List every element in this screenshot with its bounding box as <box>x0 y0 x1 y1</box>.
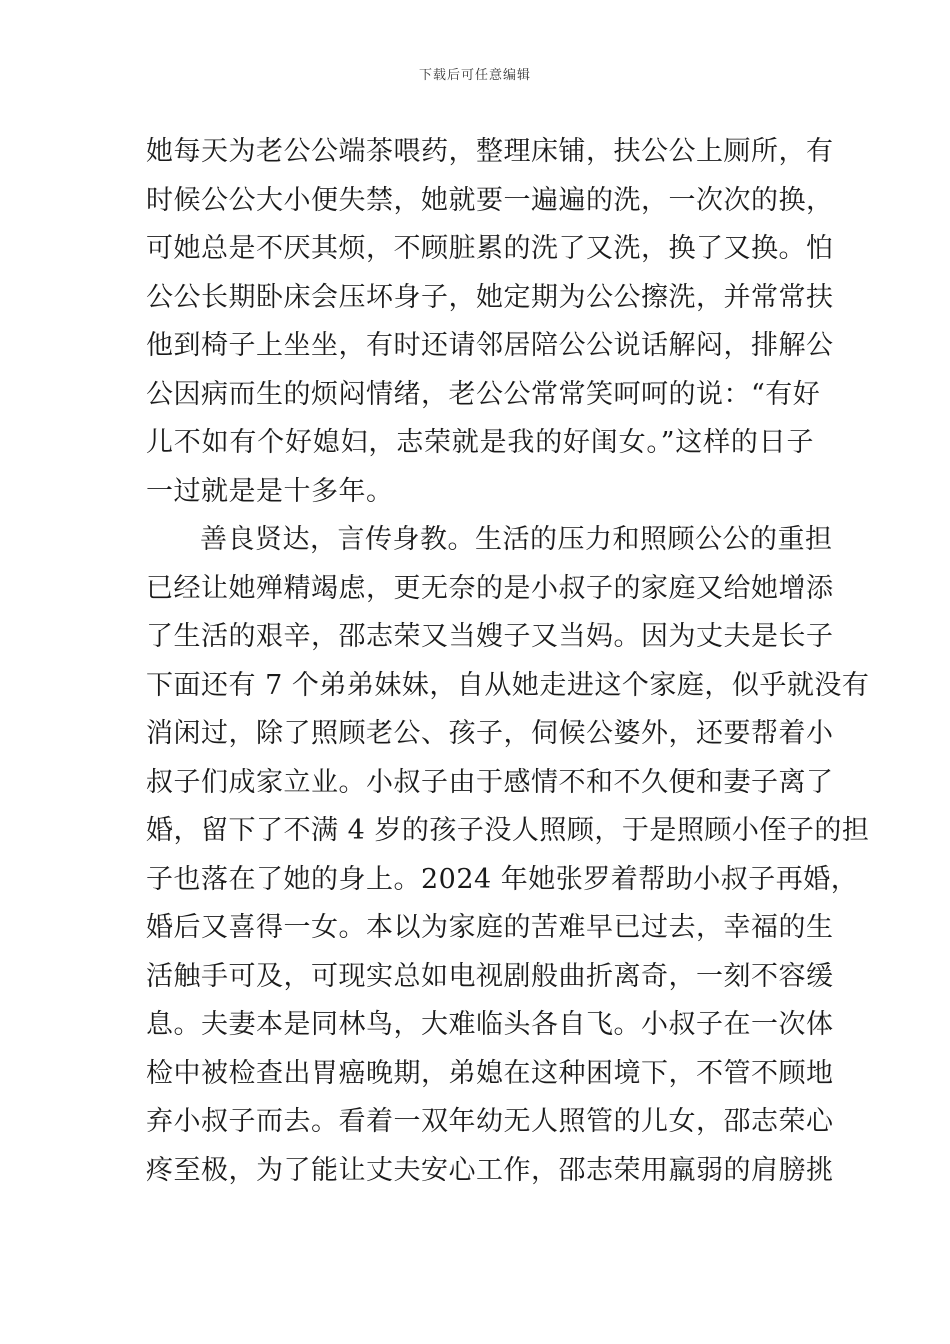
text-line: 下面还有 7 个弟弟妹妹，自从她走进这个家庭，似乎就没有 <box>146 669 870 701</box>
page-header: 下载后可任意编辑 <box>418 68 531 83</box>
text-line: 一过就是是十多年。 <box>146 475 394 507</box>
text-line: 了生活的艰辛，邵志荣又当嫂子又当妈。因为丈夫是长子 <box>146 621 834 652</box>
text-line: 儿不如有个好媳妇，志荣就是我的好闺女。”这样的日子 <box>146 427 814 458</box>
body-text <box>146 128 870 1195</box>
text-line: 他到椅子上坐坐，有时还请邻居陪公公说话解闷，排解公 <box>146 330 834 361</box>
text-line: 消闲过，除了照顾老公、孩子，伺候公婆外，还要帮着小 <box>146 718 834 749</box>
text-line: 她每天为老公公端茶喂药，整理床铺，扶公公上厕所，有 <box>146 136 834 167</box>
text-line: 婚后又喜得一女。本以为家庭的苦难早已过去，幸福的生 <box>146 912 834 943</box>
paragraph-2 <box>146 516 870 1195</box>
text-line: 已经让她殚精竭虑，更无奈的是小叔子的家庭又给她增添 <box>146 572 834 604</box>
text-line: 时候公公大小便失禁，她就要一遍遍的洗，一次次的换， <box>146 184 834 216</box>
text-line: 弃小叔子而去。看着一双年幼无人照管的儿女，邵志荣心 <box>146 1106 834 1137</box>
text-line: 婚，留下了不满 4 岁的孩子没人照顾，于是照顾小侄子的担 <box>146 815 870 846</box>
text-line: 叔子们成家立业。小叔子由于感情不和不久便和妻子离了 <box>146 766 834 798</box>
text-line: 善良贤达，言传身教。生活的压力和照顾公公的重担 <box>200 524 833 555</box>
paragraph-1 <box>146 128 834 516</box>
text-line: 可她总是不厌其烦，不顾脏累的洗了又洗，换了又换。怕 <box>146 233 834 264</box>
text-line: 公公长期卧床会压坏身子，她定期为公公擦洗，并常常扶 <box>146 281 834 313</box>
text-line: 疼至极，为了能让丈夫安心工作，邵志荣用羸弱的肩膀挑 <box>146 1154 834 1186</box>
text-line: 检中被检查出胃癌晚期，弟媳在这种困境下，不管不顾地 <box>146 1057 834 1089</box>
text-line: 公因病而生的烦闷情绪，老公公常常笑呵呵的说：“有好 <box>146 378 821 410</box>
text-line: 子也落在了她的身上。2024 年她张罗着帮助小叔子再婚， <box>146 863 859 895</box>
text-line: 活触手可及，可现实总如电视剧般曲折离奇，一刻不容缓 <box>146 960 834 992</box>
text-line: 息。夫妻本是同林鸟，大难临头各自飞。小叔子在一次体 <box>146 1009 834 1040</box>
